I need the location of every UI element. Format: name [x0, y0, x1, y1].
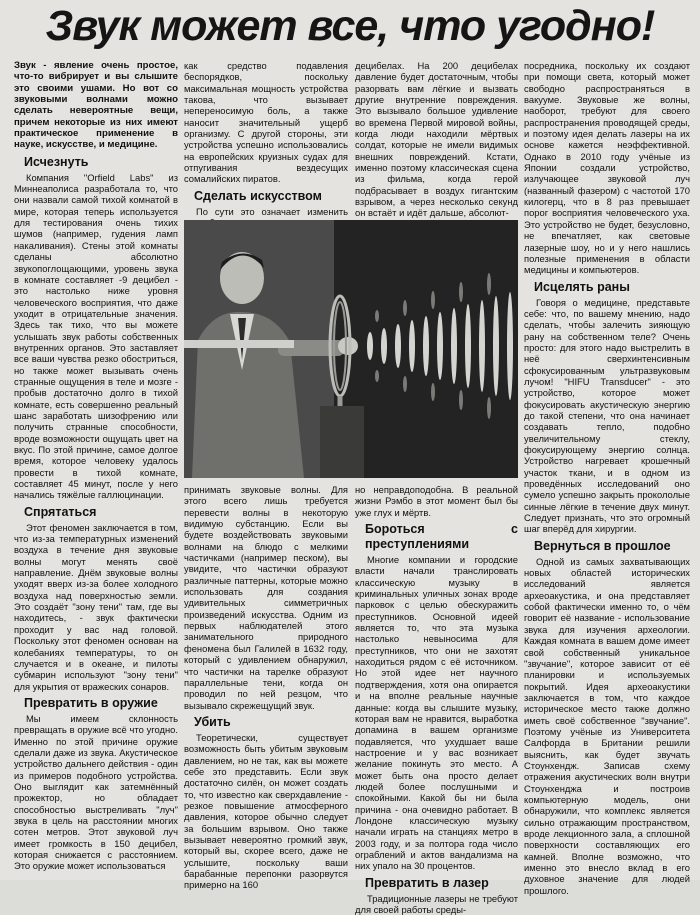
section-text-past: Одной из самых захватывающих новых областей исторических исследований является археоакустика, и она представляет собой фактически именно то, о чём говорит её название - использование звука для изучения археологии. Каждая комната в вашем доме имеет свой собственный уникальное "звучание", которое зависит от её планировки и используемых покрытий. Идея археоакустики заключается в том, что каждое историческое место также должно иметь своё собственное "звучание". Поэтому учёные из Университета Салфорда в Британии решили выяснить, как будет звучать Стоунхендж. Записав схему отражения акустических волн внутри Стоунхенджа и построив компьютерную модель, они обнаружили, что комплекс является сильно отражающим пространством, вроде лекционного зала, а сплошной поверхности составляющих его камней. Вполне возможно, что именно это внесло вклад в его духовное значение для людей прошлого. — [524, 555, 690, 896]
section-text-disappear: Компания "Orfield Labs" из Миннеаполиса разработала то, что они назвали самой тихой комнатой в мире, которая теперь используется для тестирования очень тихих шумов (например, гудения ламп накаливания). Стены этой комнаты сделаны абсолютно звукопоглощающими, уровень звука в комнате составляет -9 децибел - это настолько ниже уровня человеческого восприятия, что даже уходит в отрицательные значения. Здесь так тихо, что вы можете услышать звук работы собственных внутренних органов. Это заставляет все ваши чувства резко обостриться, но также может вызывать очень странные ощущения в теле и мозге - пробыв достаточно долго в тихой комнате, есть совершенно реальный шанс заработать шизофрению или получить странные способности, вроде возможности ощущать цвет на вкус. По этой причине, самое долгое время, которое человеку удалось провести в тихой комнате, составляет 45 минут, после у него начались тяжёлые галлюцинации. — [14, 171, 178, 501]
column-4 — [524, 60, 690, 896]
section-title-weapon: Превратить в оружие — [24, 695, 158, 710]
section-title-laser: Превратить в лазер — [365, 875, 489, 890]
section-text-hide: Этот феномен заключается в том, что из-за температурных изменений воздуха в течение дня звуковые волны могут менять своё направление. Днём звуковые волны уходят вверх из-за более холодного воздуха над поверхностью земли. Это создаёт "зону тени" там, где вы находитесь, - звук фактически проходит у вас над головой. Поскольку этот феномен основан на колебаниях температуры, то он случается и в океане, и пилоты субмарин используют "зону тени" для укрытия от вражеских сонаров. — [14, 521, 178, 692]
photo-sound-waves — [184, 220, 518, 478]
section-title-art: Сделать искусством — [194, 188, 322, 203]
column-2-top — [184, 60, 348, 216]
laser-continued: посредника, поскольку их создают при помощи света, который может свободно распространяться в вакууме. Звуковые же волны, наоборот, требуют для своего распространения проводящей среды, и поэтому идея делать лазеры на их основе кажется неэффективной. Однако в 2010 году учёные из Японии создали устройство, излучающее звуковой луч (названный фазером) с частотой 170 килогерц, что в 8 раз превышает порог восприятия человеческого уха. Это устройство не будет, безусловно, не впечатляет, как световые лазерные шоу, но и у него нашлись полезные применения в области медицины и компьютеров. — [524, 60, 690, 276]
column-3-bottom — [355, 484, 518, 915]
section-title-past: Вернуться в прошлое — [534, 538, 671, 553]
column-1 — [14, 60, 178, 878]
kill-continued: децибелах. На 200 децибелах давление будет достаточным, чтобы разорвать вам лёгкие и вызвать другие внутренние повреждения. Это вызывало большое удивление во времена Первой мировой войны, когда люди находили мёртвых солдат, которые не имели видимых внешних повреждений. Кстати, именно поэтому классическая сцена из фильма, когда герой подбрасывает в воздух гигантским взрывом, а через несколько секунд он встаёт и идёт дальше, абсолют- — [355, 60, 518, 219]
section-text-art: По сути это означает изменить — [196, 205, 348, 217]
section-text-laser: Традиционные лазеры не требуют для своей работы среды- — [355, 892, 518, 915]
intro-paragraph: Звук - явление очень простое, что-то вибрирует и вы слышите это своими ушами. Но вот со звуковыми волнами можно сделать невероятные вещи, причем некоторые из них имеют практическое применение в науке, искусстве, и медицине. — [14, 60, 178, 151]
section-title-crime: Бороться с преступлениями — [365, 522, 518, 552]
section-title-heal: Исцелять раны — [534, 279, 630, 294]
section-text-weapon: Мы имеем склонность превращать в оружие всё что угодно. Именно по этой причине оружие сделали даже из звука. Акустическое устройство дальнего действия - один из примеров подобного устройства. Оно выглядит как затемнённый прожектор, но обладает способностью выстреливать "луч" звука в цель на расстоянии многих сотен метров. Этот звуковой луч имеет громкость в 150 децибел, которая снижается с расстоянием. Это оружие может использоваться — [14, 712, 178, 872]
section-text-crime: Многие компании и городские власти начали транслировать классическую музыку в криминальных уличных зонах вроде парковок с целью обескуражить преступников. Основной идеей является то, что эта музыка настолько невыносима для преступников, что они не захотят находиться рядом с её источником. Но этой идее нет научного подтверждения, хотя она опирается и на вполне реальные научные данные: когда вы слышите музыку, которая вам не нравится, выработка допамина в вашем организме подавляется, что ухудшает ваше настроение и у вас возникает желание покинуть это место. А может быть она просто делает людей более послушными и спокойными. Какой бы ни была причина - она очевидно работает. В Лондоне классическую музыку начали играть на станциях метро в 2003 году, и за полтора года число ограблений и актов вандализма на них упало на 30 процентов. — [355, 554, 518, 872]
section-text-heal: Говоря о медицине, представьте себе: что, по вашему мнению, надо сделать, чтобы залечить зияющую рану на собственном теле? Очень просто: для этого надо выстрелить в неё сверхинтенсивным сфокусированным ультразвуковым лучом! "HIFU Transducer" - это устройство, которое может фокусировать акустическую энергию до такой степени, что она начинает создавать тепло, подобно увеличительному стеклу, фокусирующему энергию солнца. Устройство нагревает крошечный участок ткани, и в одном из проведённых исследований оно сумело успешно закрыть прокололые синные лёгкие в течение двух минут. Следует признать, что это огромный шаг вперёд для хирургии. — [524, 296, 690, 535]
column-2-bottom — [184, 484, 348, 891]
photo-illustration — [184, 220, 518, 478]
section-title-hide: Спрятаться — [24, 504, 97, 519]
column-3-top — [355, 60, 518, 219]
section-title-disappear: Исчезнуть — [24, 154, 89, 169]
kill-end: но неправдоподобна. В реальной жизни Рэмбо в этот момент был бы уже глух и мёртв. — [355, 484, 518, 518]
section-text-kill: Теоретически, существует возможность быть убитым звуковым давлением, но не так, как вы можете себе это представить. Если звук достаточно силён, он может создать то, что известно как сверхдавление - резкое повышение атмосферного давления, которое обычно следует за большим взрывом. Оно также вызывает невероятно громкий звук, который вы, скорее всего, даже не услышите, поскольку ваши барабанные перепонки разорвутся примерно на 160 — [184, 731, 348, 891]
art-continued: принимать звуковые волны. Для этого всего лишь требуется перевести волны в некоторую видимую субстанцию. Если вы будете воздействовать звуковыми волнами на блюдо с мелкими частичками (например песком), вы увидите, что частички образуют различные паттерны, которые можно использовать для создания удивительных симметричных произведений искусства. Одним из первых наблюдателей этого занимательного природного феномена был Галилей в 1632 году, который с удивлением обнаружил, что частички на тарелке образуют параллельные тени, когда он проводил по ней резцом, что вызывало скрежещущий звук. — [184, 484, 348, 711]
headline: Звук может все, что угодно! — [45, 2, 655, 50]
section-title-kill: Убить — [194, 714, 231, 729]
weapon-continued: как средство подавления беспорядков, поскольку максимальная мощность устройства такова, что вызывает непереносимую боль, а также наносит значительный ущерб организму. С другой стороны, эти устройства успешно использовались на европейских круизных судах для отпугивания вездесущих сомалийских пиратов. — [184, 60, 348, 185]
